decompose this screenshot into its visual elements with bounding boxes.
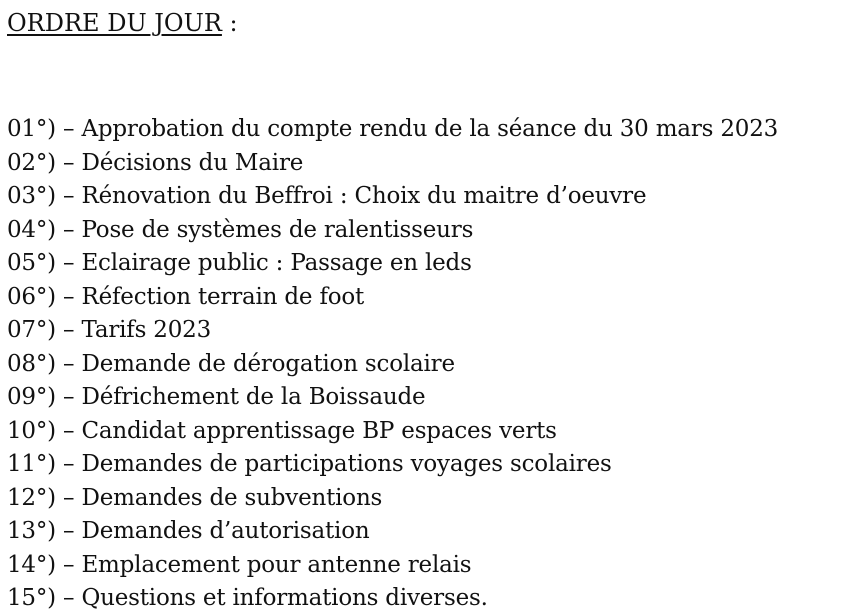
agenda-item-04: 04°) – Pose de systèmes de ralentisseurs bbox=[7, 216, 474, 243]
agenda-item-13: 13°) – Demandes d’autorisation bbox=[7, 518, 370, 544]
agenda-heading bbox=[7, 8, 238, 38]
agenda-item-10: 10°) – Candidat apprentissage BP espaces verts bbox=[7, 417, 557, 444]
agenda-item-12: 12°) – Demandes de subventions bbox=[7, 484, 383, 511]
agenda-item-05: 05°) – Eclairage public : Passage en leds bbox=[7, 250, 472, 276]
agenda-heading-colon: : bbox=[221, 9, 238, 37]
agenda-item-14: 14°) – Emplacement pour antenne relais bbox=[7, 551, 472, 578]
agenda-item-11: 11°) – Demandes de participations voyages scolaires bbox=[7, 451, 612, 477]
agenda-item-01: 01°) – Approbation du compte rendu de la séance du 30 mars 2023 bbox=[7, 116, 779, 142]
agenda-heading-title: ORDRE DU JOUR bbox=[7, 9, 222, 37]
agenda-item-07: 07°) – Tarifs 2023 bbox=[7, 317, 212, 343]
agenda-item-06: 06°) – Réfection terrain de foot bbox=[7, 283, 365, 310]
agenda-item-09: 09°) – Défrichement de la Boissaude bbox=[7, 384, 426, 410]
agenda-item-03: 03°) – Rénovation du Beffroi : Choix du maitre d’oeuvre bbox=[7, 183, 647, 209]
agenda-item-15: 15°) – Questions et informations diverses. bbox=[7, 585, 488, 611]
agenda-item-08: 08°) – Demande de dérogation scolaire bbox=[7, 350, 455, 377]
agenda-list bbox=[7, 113, 778, 616]
agenda-item-02: 02°) – Décisions du Maire bbox=[7, 149, 304, 176]
